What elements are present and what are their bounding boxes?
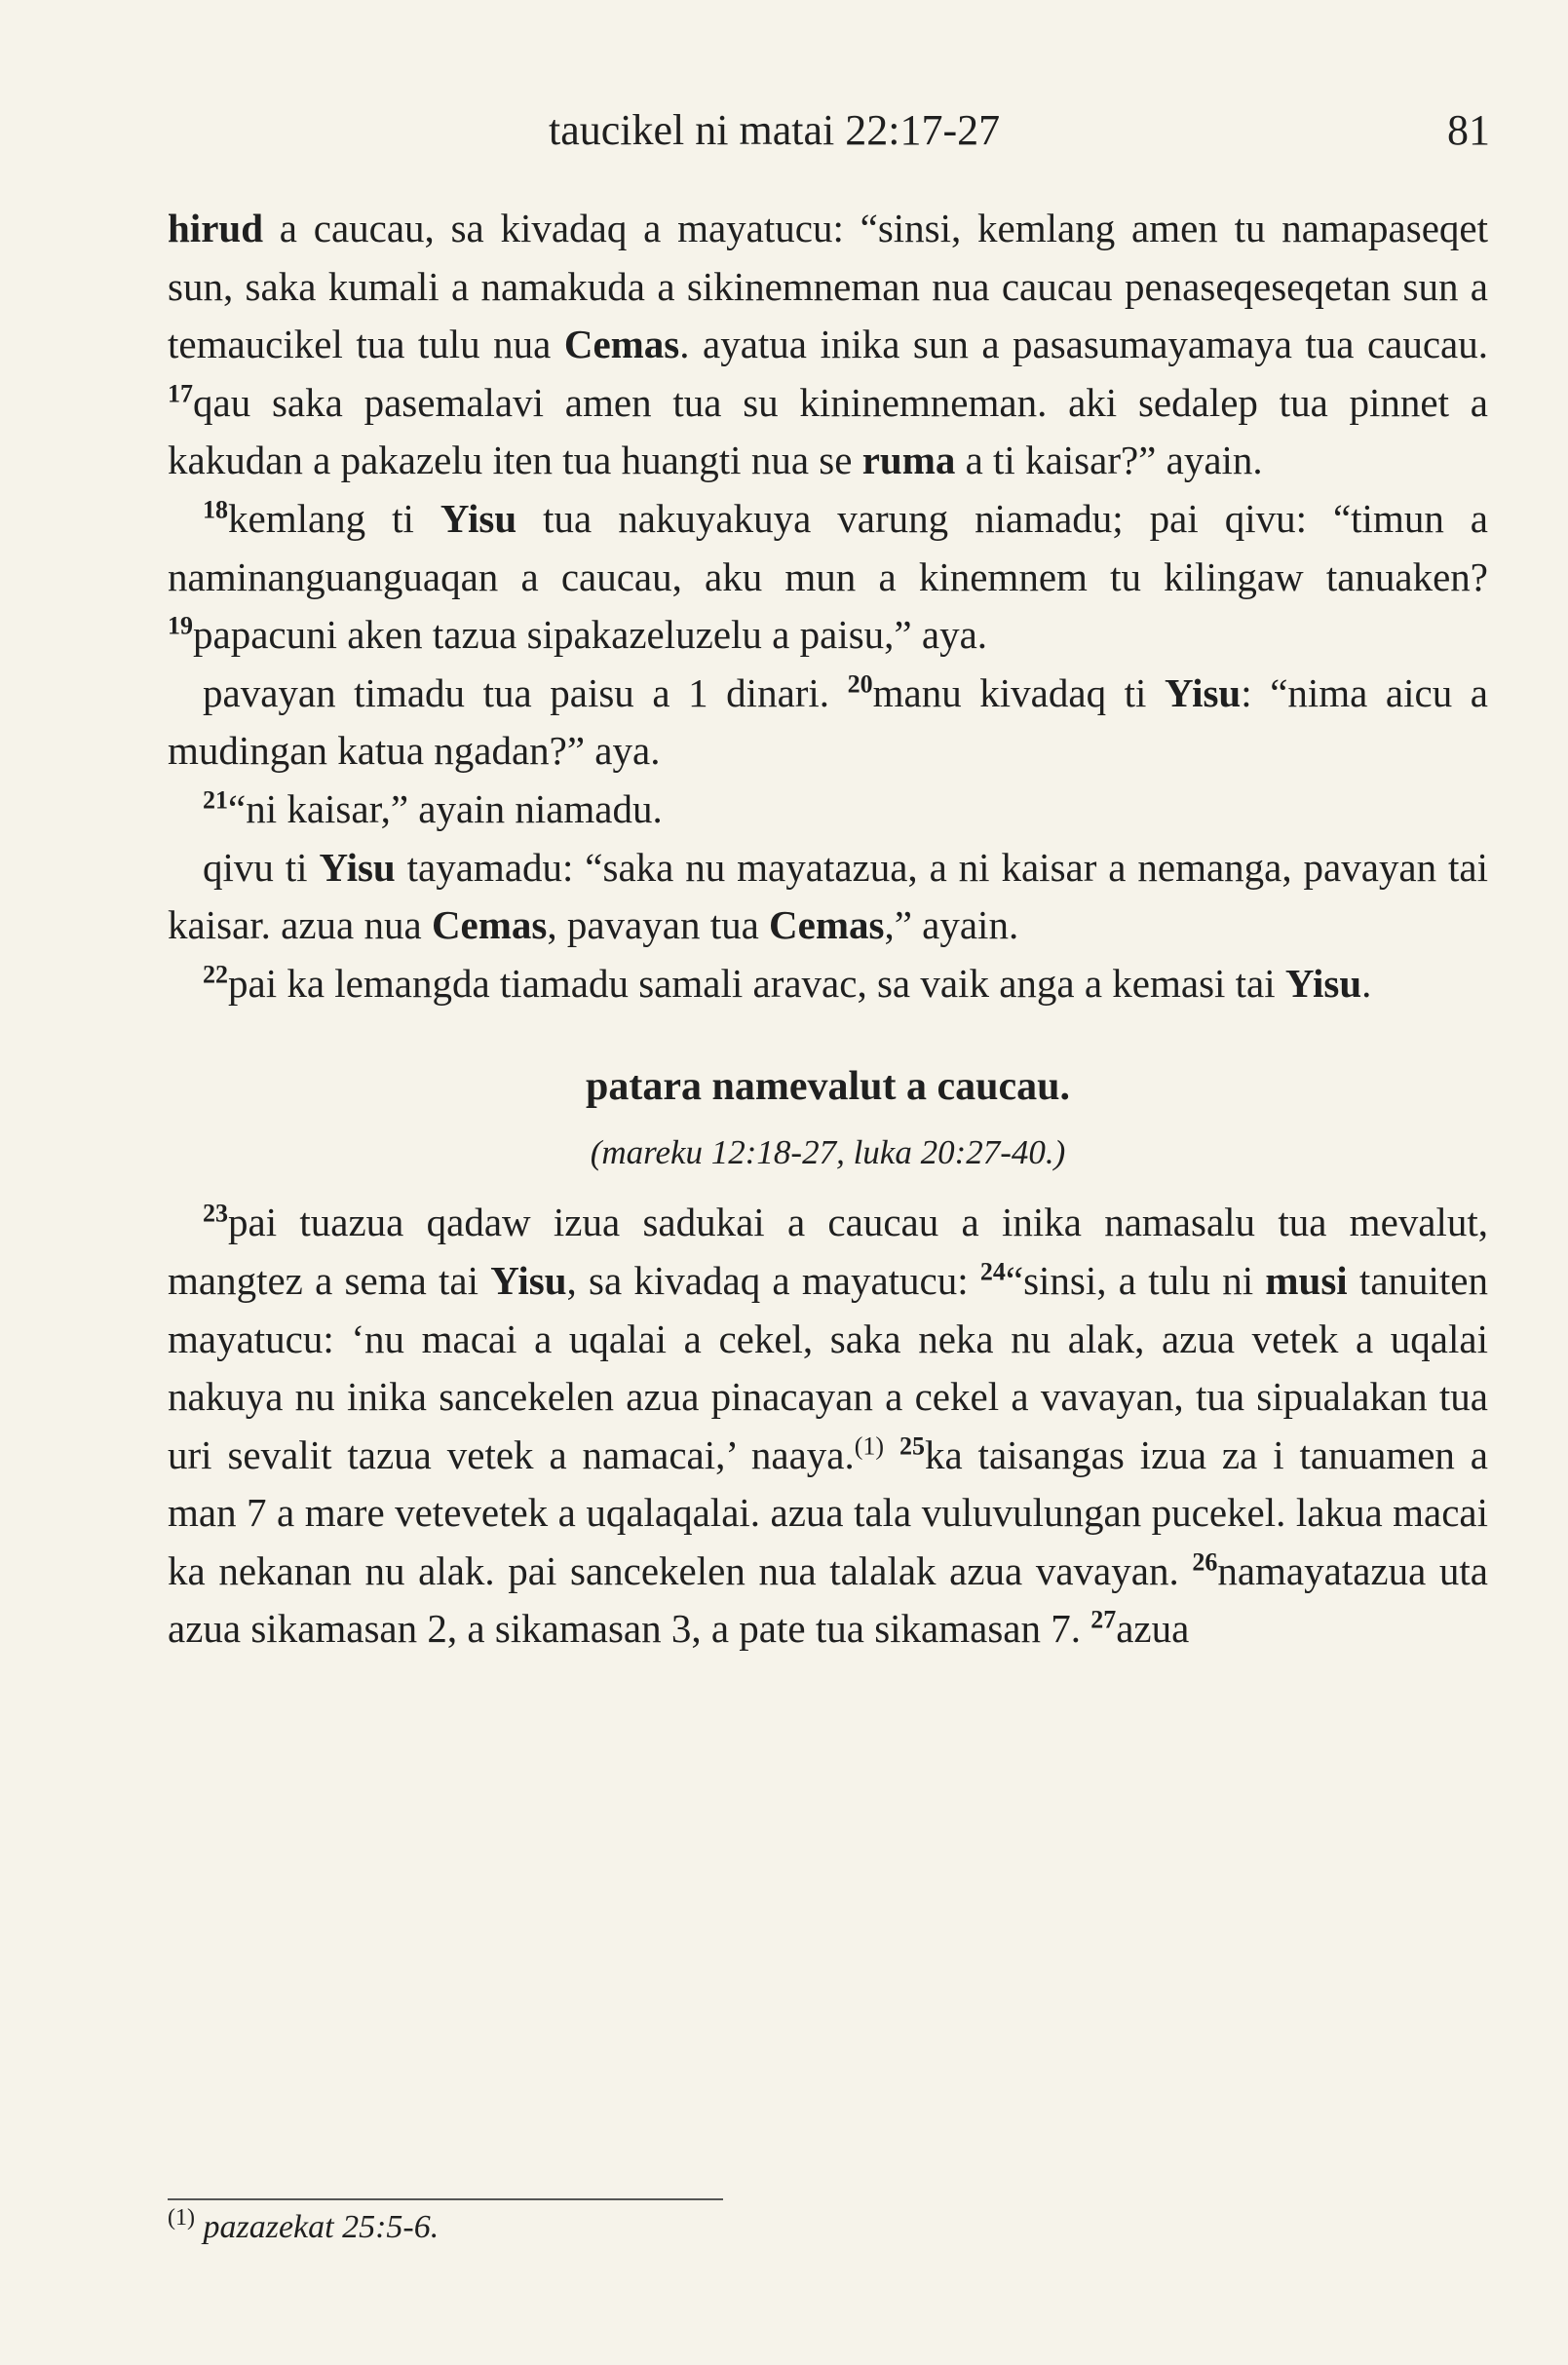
verse-number-20: 20: [847, 669, 873, 699]
name-musi: musi: [1265, 1257, 1348, 1303]
text: pai tuazua qadaw izua sadukai a caucau a inika namasalu tua mevalut, mangtez a sema tai: [168, 1200, 1488, 1303]
footnote-mark: (1): [168, 2204, 195, 2231]
verse-number-26: 26: [1192, 1547, 1218, 1577]
text: kemlang ti: [228, 495, 440, 541]
text: a caucau, sa kivadaq a mayatucu: “sinsi, kemlang amen tu namapaseqet sun, saka kumali a namakuda a sikinemneman nua caucau penaseqeseqetan sun a temaucikel tua tulu nua: [168, 206, 1488, 367]
section-heading: patara namevalut a caucau.: [586, 1064, 1070, 1110]
cross-references: (mareku 12:18-27, luka 20:27-40.): [590, 1133, 1066, 1172]
word-ruma: ruma: [861, 438, 956, 483]
paragraph-6: [168, 955, 1488, 1013]
verse-number-17: 17: [168, 379, 193, 408]
text: “sinsi, a tulu ni: [1005, 1257, 1266, 1303]
name-cemas: Cemas: [563, 322, 680, 367]
name-cemas: Cemas: [769, 902, 885, 948]
name-yisu: Yisu: [1164, 669, 1242, 715]
paragraph-4: [168, 781, 1488, 839]
paragraph-2: [168, 490, 1488, 665]
text: namayatazua uta azua sikamasan 2, a sikamasan 3, a pate tua sikamasan 7.: [168, 1547, 1489, 1652]
text: pavayan timadu tua paisu a 1 dinari.: [203, 669, 848, 715]
text: pai ka lemangda tiamadu samali aravac, sa vaik anga a kemasi tai: [228, 960, 1285, 1006]
text: manu kivadaq ti: [872, 669, 1165, 715]
text: ka taisangas izua za i tanuamen a man 7 a mare vetevetek a uqalaqalai. azua tala vuluvulungan pucekel. lakua macai ka nekanan nu alak. pai sancekelen nua talalak azua vavayan.: [168, 1431, 1488, 1593]
text: a ti kaisar?” ayain.: [955, 438, 1263, 483]
text: qau saka pasemalavi amen tua su kininemneman. aki sedalep tua pinnet a kakudan a pakazelu iten tua huangti nua se: [168, 379, 1488, 483]
verse-number-25: 25: [899, 1431, 925, 1461]
verse-number-18: 18: [203, 495, 228, 524]
name-yisu: Yisu: [1284, 960, 1362, 1006]
footnote: [168, 2204, 439, 2251]
verse-number-22: 22: [203, 960, 228, 989]
text: azua: [1116, 1606, 1190, 1652]
name-cemas: Cemas: [431, 902, 548, 948]
verse-number-24: 24: [979, 1257, 1006, 1286]
footnote-reference: pazazekat 25:5-6.: [203, 2209, 440, 2245]
verse-number-21: 21: [203, 785, 228, 815]
text: , pavayan tua: [547, 902, 770, 948]
footnote-marker: (1): [854, 1431, 885, 1461]
running-head-title: taucikel ni matai 22:17-27: [549, 106, 1001, 154]
text: tua nakuyakuya varung niamadu; pai qivu: “timun a naminanguanguaqan a caucau, aku mun a kinemnem tu kilingaw tanuaken?: [168, 495, 1489, 599]
paragraph-1: [168, 200, 1488, 490]
paragraph-7: [168, 1194, 1488, 1659]
paragraph-3: [168, 665, 1488, 781]
name-yisu: Yisu: [490, 1257, 567, 1303]
text: , sa kivadaq a mayatucu:: [566, 1257, 980, 1303]
name-yisu: Yisu: [440, 495, 517, 541]
text: tanuiten mayatucu: ‘nu macai a uqalai a cekel, saka neka nu alak, azua vetek a uqalai nakuya nu inika sancekelen azua pinacayan a cekel a vavayan, tua sipualakan tua uri sevalit tazua vetek a namacai,’ naaya.: [168, 1257, 1488, 1477]
verse-number-27: 27: [1090, 1606, 1117, 1635]
text: qivu ti: [203, 844, 320, 890]
text: . ayatua inika sun a pasasumayamaya tua caucau.: [679, 322, 1488, 367]
verse-number-23: 23: [203, 1200, 228, 1229]
paragraph-5: [168, 839, 1488, 955]
running-head: [0, 105, 1568, 164]
page-number: 81: [1447, 106, 1490, 154]
text: “ni kaisar,” ayain niamadu.: [228, 785, 663, 831]
footnote-rule: [168, 2198, 723, 2200]
text: ,” ayain.: [884, 902, 1019, 948]
name-yisu: Yisu: [319, 844, 396, 890]
text: [884, 1432, 899, 1477]
text: : “nima aicu a mudingan katua ngadan?” aya.: [168, 669, 1488, 774]
text: tayamadu: “saka nu mayatazua, a ni kaisar a nemanga, pavayan tai kaisar. azua nua: [168, 844, 1488, 948]
verse-number-19: 19: [168, 611, 193, 640]
text: .: [1361, 960, 1372, 1006]
text: papacuni aken tazua sipakazeluzelu a paisu,” aya.: [193, 612, 988, 658]
name-hirud: hirud: [168, 206, 263, 250]
body-text: [168, 200, 1488, 1659]
